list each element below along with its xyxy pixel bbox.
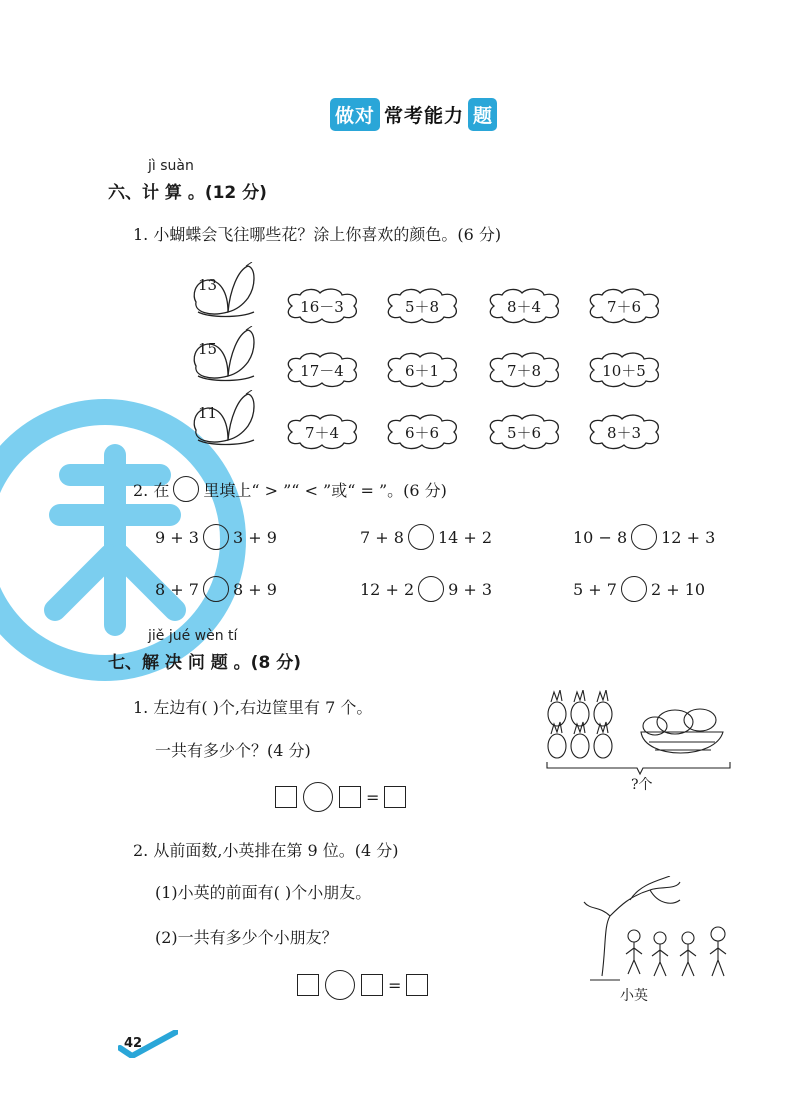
butterfly-number: 11 <box>198 404 218 422</box>
p2-sub2: (2)一共有多少个小朋友？ <box>155 928 338 947</box>
answer-box-input[interactable] <box>339 786 361 808</box>
compare-right: 14 + 2 <box>437 527 493 547</box>
flower-cloud[interactable] <box>282 414 362 450</box>
butterfly-number: 15 <box>198 340 218 358</box>
butterfly-15 <box>190 326 260 384</box>
basket-icon <box>641 709 723 753</box>
page-number-badge <box>118 1030 178 1062</box>
answer-box-input[interactable] <box>297 974 319 996</box>
answer-box-input[interactable] <box>361 974 383 996</box>
child-icon <box>626 927 726 976</box>
flower-expression: 7＋4 <box>304 423 340 442</box>
compare-item <box>155 524 277 550</box>
flower-expression: 7＋8 <box>506 361 542 380</box>
q2-text-before: 2. 在 <box>133 480 170 500</box>
compare-item <box>360 524 492 550</box>
p2-line1: 2. 从前面数,小英排在第 9 位。(4 分) <box>133 841 399 860</box>
p1-line1: 1. 左边有( )个,右边筐里有 7 个。 <box>133 698 373 717</box>
flower-expression: 6＋6 <box>404 423 440 442</box>
section7-title: 七、解 决 问 题 。(8 分) <box>108 653 301 673</box>
answer-box-input[interactable] <box>406 974 428 996</box>
section6-pinyin: jì suàn <box>148 158 194 174</box>
compare-right: 12 + 3 <box>661 527 716 547</box>
equals-sign: = <box>388 975 402 995</box>
answer-box-input[interactable] <box>275 786 297 808</box>
badge-do-right: 做对 <box>330 98 380 131</box>
operator-circle-input[interactable] <box>325 970 355 1000</box>
page-number: 42 <box>124 1036 143 1051</box>
section6-title: 六、计 算 。(12 分) <box>108 183 267 203</box>
compare-left: 5 + 7 <box>573 579 617 599</box>
section-header-badge <box>330 97 510 131</box>
compare-left: 9 + 3 <box>155 527 199 547</box>
p1-equation <box>275 782 406 812</box>
flower-expression: 6＋1 <box>404 361 440 380</box>
compare-left: 12 + 2 <box>360 579 415 599</box>
compare-circle-input[interactable] <box>203 524 229 550</box>
flower-expression: 8＋4 <box>506 297 542 316</box>
brace-icon <box>547 762 730 774</box>
flower-cloud[interactable] <box>382 288 462 324</box>
flower-cloud[interactable] <box>484 288 564 324</box>
p1-caption: ?个 <box>631 777 653 793</box>
p1-line2: 一共有多少个？(4 分) <box>155 741 311 760</box>
q2-text-after: 里填上“ > ”“ < ”或“ = ”。(6 分) <box>203 480 447 500</box>
flower-cloud[interactable] <box>584 288 664 324</box>
compare-item <box>360 576 492 602</box>
compare-circle-input[interactable] <box>408 524 434 550</box>
compare-left: 8 + 7 <box>155 579 199 599</box>
badge-title: 常考能力 <box>384 104 465 127</box>
children-tree-illustration <box>580 876 740 986</box>
p2-sub1: (1)小英的前面有( )个小朋友。 <box>155 883 372 902</box>
answer-box-input[interactable] <box>384 786 406 808</box>
compare-right: 2 + 10 <box>650 579 706 599</box>
compare-left: 10 − 8 <box>573 527 628 547</box>
flower-expression: 10＋5 <box>602 361 646 380</box>
compare-circle-input[interactable] <box>631 524 657 550</box>
q2-instruction <box>133 476 447 502</box>
flower-cloud[interactable] <box>484 352 564 388</box>
flower-cloud[interactable] <box>584 414 664 450</box>
flower-cloud[interactable] <box>282 352 362 388</box>
flower-expression: 16－3 <box>300 297 344 316</box>
badge-question: 题 <box>468 98 497 131</box>
flower-cloud[interactable] <box>382 414 462 450</box>
butterfly-13 <box>190 262 260 320</box>
flower-expression: 5＋8 <box>404 297 440 316</box>
flower-cloud[interactable] <box>584 352 664 388</box>
p2-equation <box>297 970 428 1000</box>
circle-placeholder-icon <box>173 476 199 502</box>
compare-item <box>573 576 705 602</box>
flower-cloud[interactable] <box>382 352 462 388</box>
compare-left: 7 + 8 <box>360 527 404 547</box>
compare-circle-input[interactable] <box>621 576 647 602</box>
section7-pinyin: jiě jué wèn tí <box>148 628 238 644</box>
flower-expression: 8＋3 <box>606 423 642 442</box>
butterfly-flower-grid <box>190 262 650 452</box>
butterfly-number: 13 <box>198 276 218 294</box>
flower-expression: 5＋6 <box>506 423 542 442</box>
compare-circle-input[interactable] <box>418 576 444 602</box>
q1-text: 1. 小蝴蝶会飞往哪些花？涂上你喜欢的颜色。(6 分) <box>133 225 502 244</box>
compare-item <box>573 524 715 550</box>
operator-circle-input[interactable] <box>303 782 333 812</box>
butterfly-11 <box>190 390 260 448</box>
compare-circle-input[interactable] <box>203 576 229 602</box>
equals-sign: = <box>366 787 380 807</box>
flower-cloud[interactable] <box>282 288 362 324</box>
compare-right: 3 + 9 <box>232 527 277 547</box>
compare-right: 8 + 9 <box>232 579 277 599</box>
flower-expression: 17－4 <box>300 361 344 380</box>
compare-item <box>155 576 277 602</box>
flower-cloud[interactable] <box>484 414 564 450</box>
p2-caption: 小英 <box>620 988 648 1004</box>
flower-expression: 7＋6 <box>606 297 642 316</box>
compare-right: 9 + 3 <box>448 579 493 599</box>
pineapple-icon <box>548 690 612 758</box>
